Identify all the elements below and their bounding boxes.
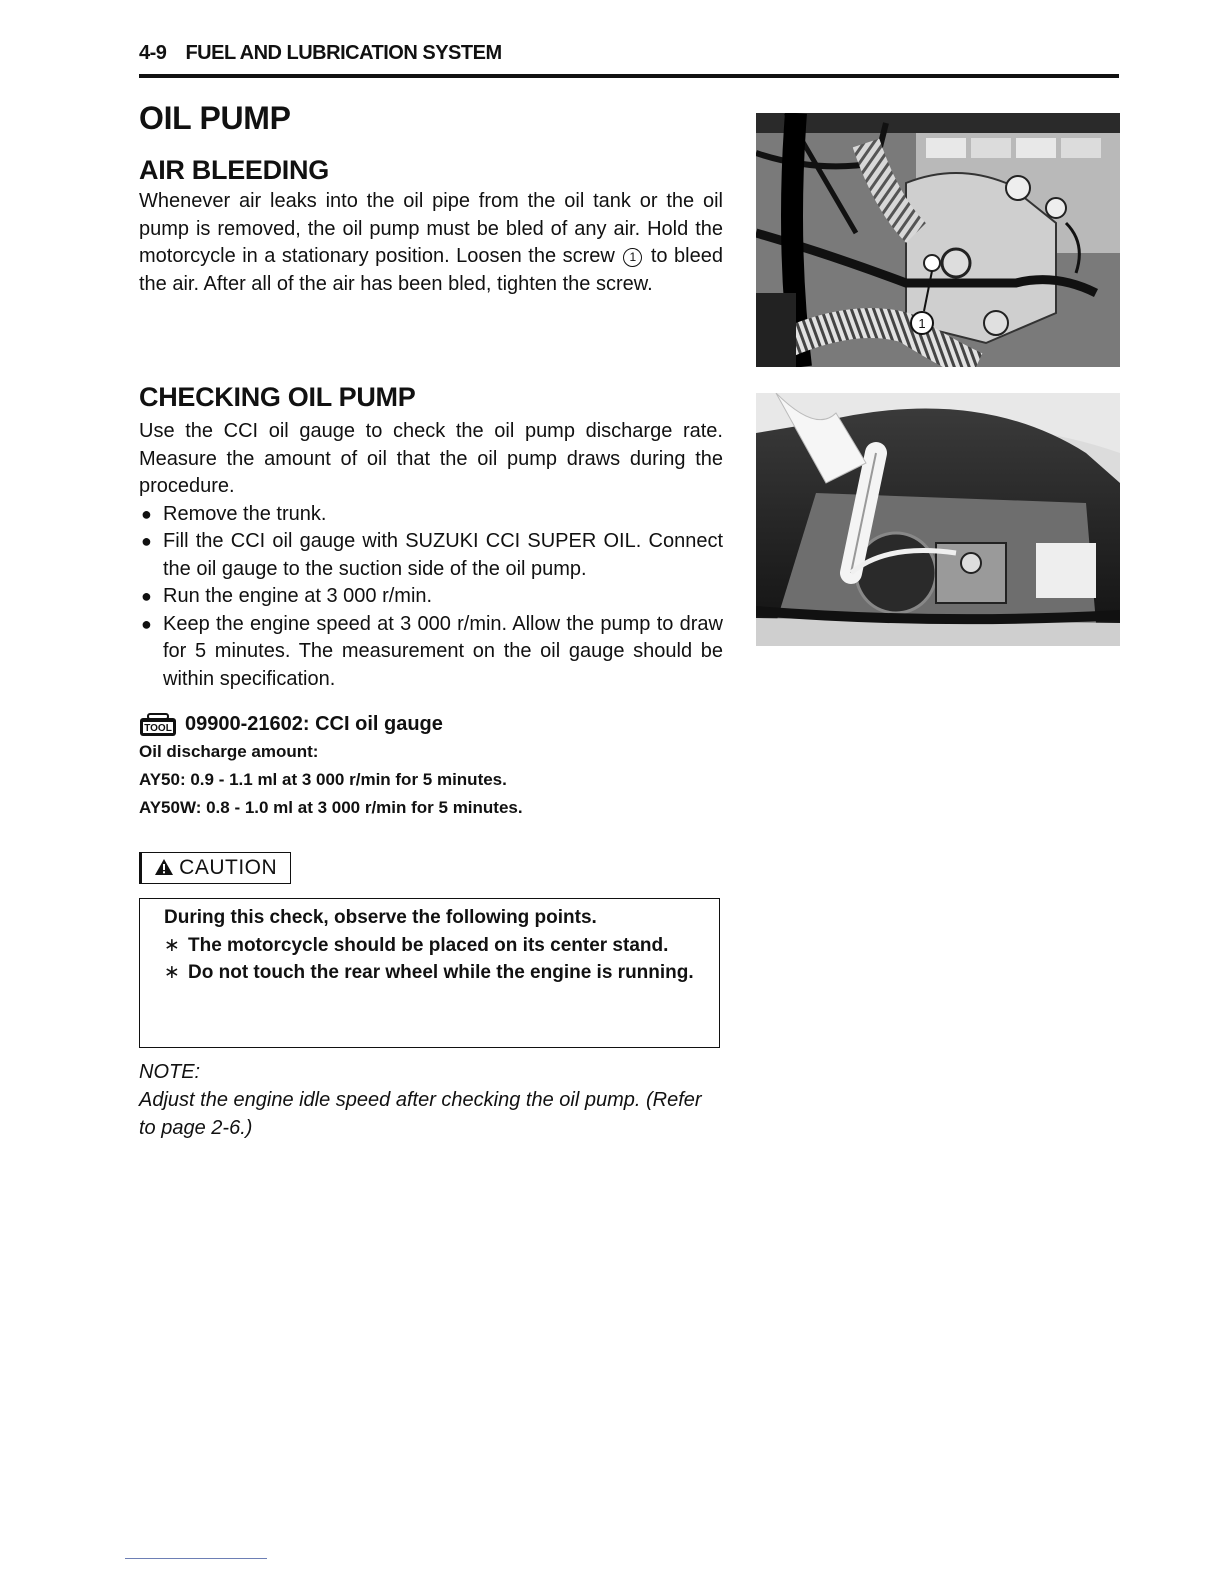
list-item: ∗ The motorcycle should be placed on its center stand. [164,932,697,960]
spec-line-ay50: AY50: 0.9 - 1.1 ml at 3 000 r/min for 5 minutes. [139,770,507,789]
bullet-icon: ● [141,586,152,606]
list-item: ● Keep the engine speed at 3 000 r/min. Allow the pump to draw for 5 minutes. The measurement on the oil gauge should be within specification. [141,612,723,690]
list-item: ● Fill the CCI oil gauge with SUZUKI CCI SUPER OIL. Connect the oil gauge to the suction side of the oil pump. [141,530,723,580]
note-label: NOTE: [139,1061,201,1083]
caution-points [164,932,697,987]
bullet-icon: ● [141,613,152,634]
asterisk-icon: ∗ [164,962,180,983]
page-number: 4-9 [139,42,167,64]
oil-gauge-photo [756,393,1120,646]
air-bleeding-heading: AIR BLEEDING [139,155,329,185]
oil-pump-photo [756,113,1120,367]
checking-oil-pump-heading: CHECKING OIL PUMP [139,382,416,412]
checking-section [139,418,723,693]
bullet-icon: ● [141,531,152,551]
page-header [139,40,1119,78]
warning-icon [155,859,173,875]
callout-marker: 1 [623,248,642,267]
list-item: ● Remove the trunk. [139,501,723,529]
air-bleeding-section [139,188,723,298]
note [139,1058,723,1142]
footer-rule [125,1558,267,1559]
note-text: Adjust the engine idle speed after checking the oil pump. (Refer to page 2-6.) [139,1089,702,1139]
list-item: ∗ Do not touch the rear wheel while the engine is running. [164,959,697,987]
caution-intro: During this check, observe the following points. [164,907,597,928]
tool-icon [139,713,177,735]
tool-spec-block [139,710,723,822]
caution-box [139,898,720,1048]
bullet-icon: ● [141,503,152,524]
spec-line-ay50w: AY50W: 0.8 - 1.0 ml at 3 000 r/min for 5 minutes. [139,798,523,817]
section-title: FUEL AND LUBRICATION SYSTEM [185,42,502,64]
air-bleeding-text: Whenever air leaks into the oil pipe from the oil tank or the oil pump is removed, the oil pump must be bled of any air. Hold the motorcycle in a stationary position. Loosen the screw 1 to bleed the air. After all of the air has been bled, tighten the screw. [139,190,723,295]
callout-number: 1 [918,316,926,331]
tool-part-number: 09900-21602: CCI oil gauge [185,713,443,735]
spec-heading: Oil discharge amount: [139,742,319,761]
page-title: OIL PUMP [139,100,291,136]
caution-label: CAUTION [139,852,291,884]
checking-intro: Use the CCI oil gauge to check the oil pump discharge rate. Measure the amount of oil that the oil pump draws during the procedure. [139,420,723,497]
procedure-list [139,501,723,694]
asterisk-icon: ∗ [164,934,180,956]
svg-text:TOOL: TOOL [144,723,172,734]
list-item: ● Run the engine at 3 000 r/min. [139,583,723,611]
special-tool [139,710,723,738]
